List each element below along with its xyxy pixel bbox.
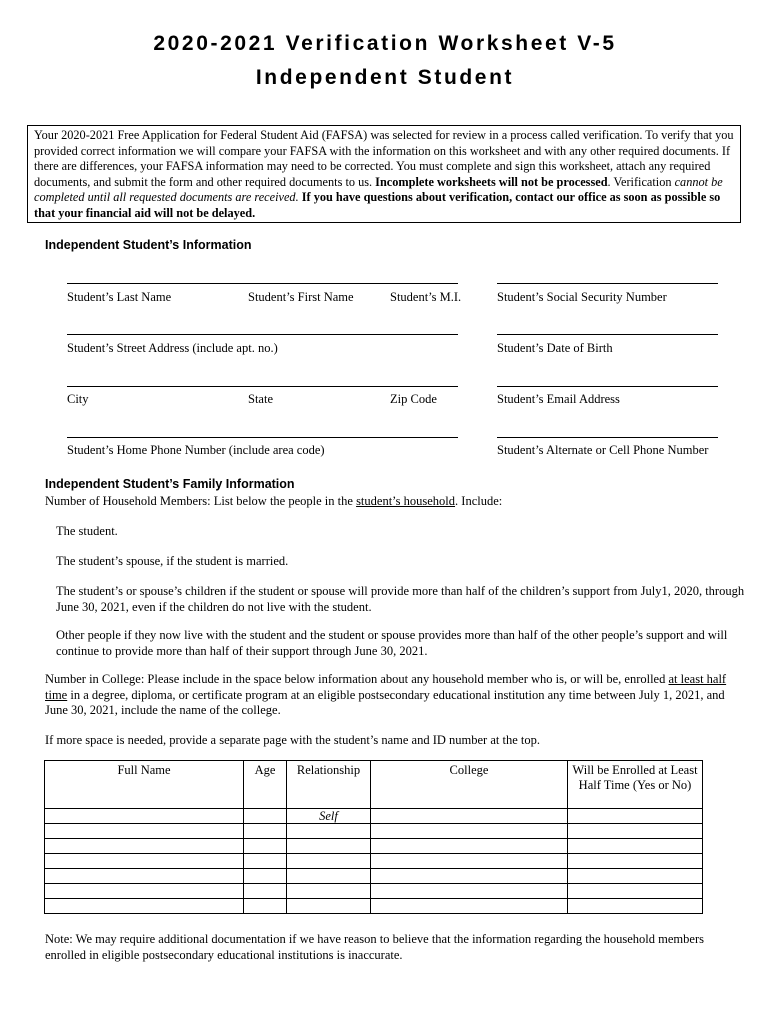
name-cell[interactable] <box>45 854 244 869</box>
table-header-row <box>45 761 703 809</box>
age-cell[interactable] <box>244 824 287 839</box>
col-header-relationship: Relationship <box>287 761 371 809</box>
last-name-label: Student’s Last Name <box>67 290 172 304</box>
more-space-note: If more space is needed, provide a separate page with the student’s name and ID number at the top. <box>45 733 540 747</box>
first-name-label: Student’s First Name <box>248 290 354 304</box>
household-intro-end: . Include: <box>455 494 503 508</box>
list-item-children: The student’s or spouse’s children if the student or spouse will provide more than half of the children’s support from July1, 2020, through June 30, 2021, even if the children do not live with the student. <box>56 584 745 614</box>
list-item-others: Other people if they now live with the student and the student or spouse provides more than half of the other people’s support and will continue to provide more than half of their support through June 30, 2021. <box>56 628 728 658</box>
col-header-enrolled: Will be Enrolled at Least Half Time (Yes or No) <box>568 761 703 809</box>
intro-bold-contact: If you have questions about verification, contact our office as soon as possible so that your financial aid will not be delayed. <box>34 190 721 220</box>
page-title: 2020-2021 Verification Worksheet V-5 <box>153 32 617 55</box>
relationship-cell[interactable] <box>287 824 371 839</box>
college-underlined: at least half time <box>45 672 727 702</box>
intro-italic: cannot be completed until all requested documents are received. <box>34 174 723 204</box>
col-header-college: College <box>371 761 568 809</box>
household-underlined: student’s household <box>356 494 456 508</box>
table-row <box>45 809 703 824</box>
last-name-field[interactable] <box>67 283 458 284</box>
age-cell[interactable] <box>244 884 287 899</box>
table-row <box>45 824 703 839</box>
college-cell[interactable] <box>371 869 568 884</box>
intro-box <box>27 125 741 223</box>
age-cell[interactable] <box>244 809 287 824</box>
email-label: Student’s Email Address <box>497 392 620 406</box>
household-intro-text: Number of Household Members: List below the people in the <box>45 494 357 508</box>
documentation-note: Note: We may require additional documentation if we have reason to believe that the information regarding the household members enrolled in eligible postsecondary educational institutions is inaccurate. <box>45 932 704 962</box>
table-row <box>45 884 703 899</box>
intro-text-2: . Verification <box>607 174 675 189</box>
name-cell[interactable] <box>45 824 244 839</box>
college-cell[interactable] <box>371 884 568 899</box>
name-cell[interactable] <box>45 839 244 854</box>
dob-field[interactable] <box>497 334 718 335</box>
age-cell[interactable] <box>244 854 287 869</box>
relationship-cell[interactable] <box>287 854 371 869</box>
table-row <box>45 839 703 854</box>
street-label: Student’s Street Address (include apt. no.) <box>67 341 278 355</box>
intro-text: Your 2020-2021 Free Application for Federal Student Aid (FAFSA) was selected for review in a process called verification. To verify that you provided correct information we will compare your FAFSA with the information on this worksheet and with any other required documents. If there are differences, your FAFSA information may need to be corrected. You must complete and sign this worksheet, attach any required documents, and submit the form and other required documents to us. <box>34 128 734 189</box>
age-cell[interactable] <box>244 839 287 854</box>
name-cell[interactable] <box>45 884 244 899</box>
cell-phone-label: Student’s Alternate or Cell Phone Number <box>497 443 709 457</box>
name-cell[interactable] <box>45 869 244 884</box>
city-field[interactable] <box>67 386 458 387</box>
age-cell[interactable] <box>244 869 287 884</box>
name-cell[interactable] <box>45 899 244 914</box>
college-cell[interactable] <box>371 824 568 839</box>
college-cell[interactable] <box>371 899 568 914</box>
number-in-college-text <box>45 672 745 719</box>
household-table <box>44 760 703 914</box>
table-row <box>45 854 703 869</box>
street-field[interactable] <box>67 334 458 335</box>
college-text-3: in a degree, diploma, or certificate program at an eligible postsecondary educational institution any time between July 1, 2021, and June 30, 2021, include the name of the college. <box>45 687 725 717</box>
col-header-name: Full Name <box>45 761 244 809</box>
enrolled-cell[interactable] <box>568 899 703 914</box>
home-phone-label: Student’s Home Phone Number (include area code) <box>67 443 325 457</box>
enrolled-cell[interactable] <box>568 839 703 854</box>
zip-label: Zip Code <box>390 392 437 406</box>
college-text-1: Number in College: Please include in the space below information about any household member who is <box>45 672 564 686</box>
student-info-heading: Independent Student’s Information <box>45 238 252 252</box>
city-label: City <box>67 392 89 406</box>
enrolled-cell[interactable] <box>568 809 703 824</box>
home-phone-field[interactable] <box>67 437 458 438</box>
table-row <box>45 899 703 914</box>
ssn-label: Student’s Social Security Number <box>497 290 667 304</box>
age-cell[interactable] <box>244 899 287 914</box>
table-row <box>45 869 703 884</box>
col-header-age: Age <box>244 761 287 809</box>
mi-label: Student’s M.I. <box>390 290 462 304</box>
enrolled-cell[interactable] <box>568 854 703 869</box>
state-label: State <box>248 392 273 406</box>
ssn-field[interactable] <box>497 283 718 284</box>
page-subtitle: Independent Student <box>255 66 515 89</box>
cell-phone-field[interactable] <box>497 437 718 438</box>
relationship-cell[interactable] <box>287 839 371 854</box>
relationship-cell[interactable] <box>287 869 371 884</box>
relationship-cell-self: Self <box>287 809 371 824</box>
college-text-2: , or will be, enrolled <box>563 672 669 686</box>
name-cell[interactable] <box>45 809 244 824</box>
enrolled-cell[interactable] <box>568 869 703 884</box>
college-cell[interactable] <box>371 809 568 824</box>
college-cell[interactable] <box>371 839 568 854</box>
list-item-spouse: The student’s spouse, if the student is married. <box>56 554 289 568</box>
relationship-cell[interactable] <box>287 899 371 914</box>
college-cell[interactable] <box>371 854 568 869</box>
relationship-cell[interactable] <box>287 884 371 899</box>
list-item-student: The student. <box>56 524 118 538</box>
intro-bold-incomplete: Incomplete worksheets will not be processed <box>375 174 608 189</box>
household-intro <box>45 494 745 510</box>
family-info-heading: Independent Student’s Family Information <box>45 477 295 491</box>
enrolled-cell[interactable] <box>568 824 703 839</box>
email-field[interactable] <box>497 386 718 387</box>
dob-label: Student’s Date of Birth <box>497 341 613 355</box>
enrolled-cell[interactable] <box>568 884 703 899</box>
